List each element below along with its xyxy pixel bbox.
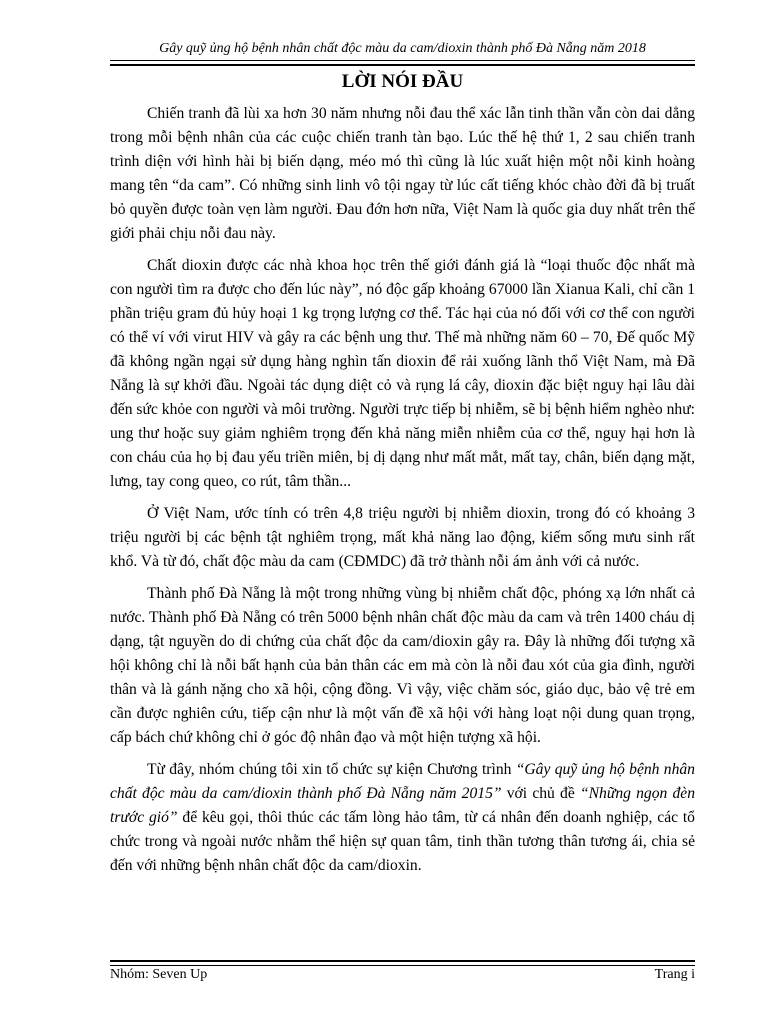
paragraph-5-text-a: Từ đây, nhóm chúng tôi xin tổ chức sự kiện Chương trình (147, 761, 516, 778)
paragraph-1: Chiến tranh đã lùi xa hơn 30 năm nhưng nỗi đau thể xác lẫn tinh thần vẫn còn dai dẳng trong mỗi bệnh nhân của các cuộc chiến tranh tàn bạo. Lúc thế hệ thứ 1, 2 sau chiến tranh trình diện với hình hài bị biến dạng, méo mó thì cũng là lúc xuất hiện một nỗi kinh hoàng mang tên “da cam”. Có những sinh linh vô tội ngay từ lúc cất tiếng khóc chào đời đã bị truất bỏ quyền được toàn vẹn làm người. Đau đớn hơn nữa, Việt Nam là quốc gia duy nhất trên thế giới phải chịu nỗi đau này. (110, 105, 695, 242)
paragraph-5-text-c: để kêu gọi, thôi thúc các tấm lòng hảo tâm, từ cá nhân đến doanh nghiệp, các tổ chức trong và ngoài nước nhằm thể hiện sự quan tâm, tinh thần tương thân tương ái, chia sẻ đến với những bệnh nhân chất độc da cam/dioxin. (110, 809, 695, 874)
footer-page-number: Trang i (654, 967, 695, 982)
event-theme: “Những ngọn đèn trước gió” (110, 785, 696, 826)
paragraph-2: Chất dioxin được các nhà khoa học trên thế giới đánh giá là “loại thuốc độc nhất mà con người tìm ra được cho đến lúc này”, nó độc gấp khoảng 67000 lần Xianua Kali, chỉ cần 1 phần triệu gram đủ hủy hoại 1 kg trọng lượng cơ thể. Tác hại của nó đối với cơ thể con người có thể ví với virut HIV và gây ra các bệnh ung thư. Thế mà những năm 60 – 70, Đế quốc Mỹ đã không ngần ngại sử dụng hàng nghìn tấn dioxin để rải xuống lãnh thổ Việt Nam, mà Đã Nẵng là sự khởi đầu. Ngoài tác dụng diệt cỏ và rụng lá cây, dioxin đặc biệt nguy hại lâu dài đến sức khỏe con người và môi trường. Người trực tiếp bị nhiễm, sẽ bị bệnh hiểm nghèo như: ung thư hoặc suy giảm nghiêm trọng đến khả năng miễn nhiễm của cơ thể, nguy hại hơn là con cháu của họ bị đau yếu triền miên, bị dị dạng như mất mắt, mất tay, chân, biến dạng mặt, lưng, tay cong queo, co rút, tâm thần... (110, 257, 695, 490)
paragraph-5 (110, 758, 695, 878)
paragraph-5-text-b: với chủ đề (501, 785, 580, 802)
paragraph-3: Ở Việt Nam, ước tính có trên 4,8 triệu người bị nhiễm dioxin, trong đó có khoảng 3 triệu người bị các bệnh tật nghiêm trọng, mất khả năng lao động, kiếm sống mưu sinh rất khổ. Và từ đó, chất độc màu da cam (CĐMDC) đã trở thành nỗi ám ảnh với cả nước. (110, 505, 695, 570)
running-header: Gây quỹ ủng hộ bệnh nhân chất độc màu da cam/dioxin thành phố Đà Nẵng năm 2018 (159, 41, 646, 56)
page-title: LỜI NÓI ĐẦU (341, 71, 464, 92)
paragraph-4: Thành phố Đà Nẵng là một trong những vùng bị nhiễm chất độc, phóng xạ lớn nhất cả nước. Thành phố Đà Nẵng có trên 5000 bệnh nhân chất độc màu da cam và trên 1400 cháu dị dạng, tật nguyền do di chứng của chất độc da cam/dioxin gây ra. Đây là những đối tượng xã hội không chỉ là nỗi bất hạnh của bản thân các em mà còn là nỗi đau xót của gia đình, người thân và là gánh nặng cho xã hội, cộng đồng. Vì vậy, việc chăm sóc, giáo dục, bảo vệ trẻ em cần được nghiên cứu, tiếp cận như là một vấn đề xã hội với hàng loạt nội dung quan trọng, cấp bách chứ không chỉ ở góc độ nhân đạo và một hiện tượng xã hội. (110, 585, 695, 746)
document-body (110, 102, 695, 886)
header-divider (110, 60, 695, 66)
footer-group-name: Nhóm: Seven Up (110, 967, 208, 982)
event-name: “Gây quỹ ủng hộ bệnh nhân chất độc màu da cam/dioxin thành phố Đà Nẵng năm 2015” (110, 761, 695, 802)
